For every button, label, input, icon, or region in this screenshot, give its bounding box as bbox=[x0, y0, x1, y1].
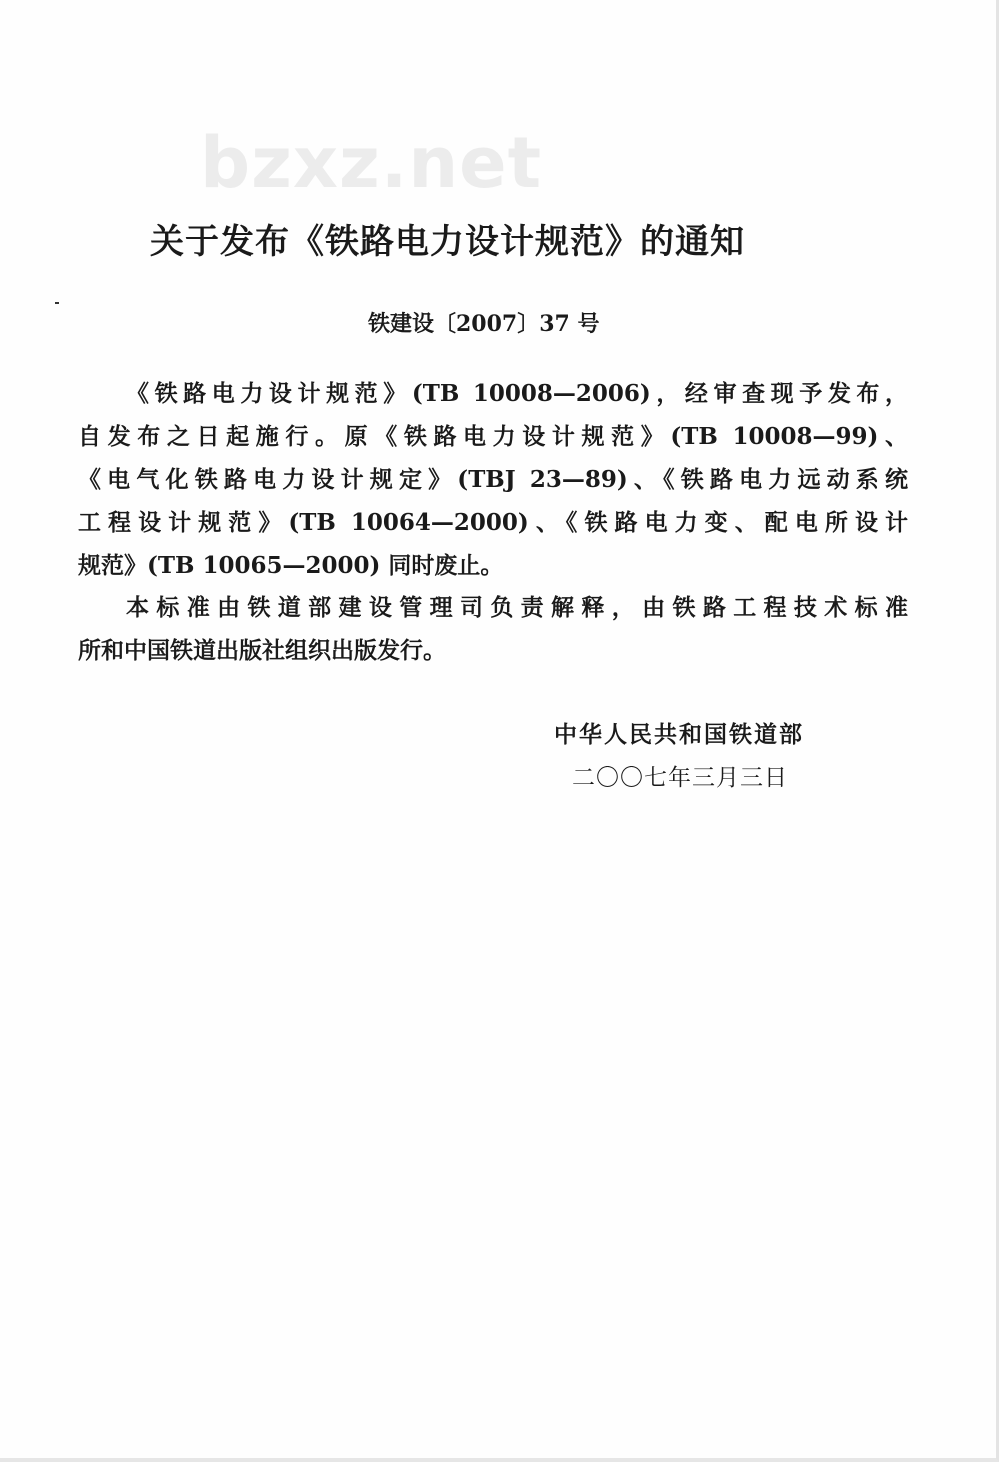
issuer-signature: 中华人民共和国铁道部 bbox=[554, 721, 804, 748]
paragraph-line: 工程设计规范》(TB 10064—2000)、《铁路电力变、配电所设计 bbox=[78, 509, 908, 536]
paragraph-line: 《铁路电力设计规范》(TB 10008—2006)，经审查现予发布， bbox=[126, 380, 908, 407]
document-title: 关于发布《铁路电力设计规范》的通知 bbox=[150, 222, 745, 262]
paragraph-interpretation bbox=[78, 586, 908, 672]
scan-speck bbox=[55, 302, 59, 304]
paragraph-line: 自发布之日起施行。原《铁路电力设计规范》(TB 10008—99)、 bbox=[78, 423, 908, 450]
document-number: 铁建设〔2007〕37 号 bbox=[368, 311, 600, 337]
watermark: bzxz.net bbox=[200, 122, 543, 204]
paragraph-line: 本标准由铁道部建设管理司负责解释，由铁路工程技术标准 bbox=[126, 594, 908, 621]
issue-date: 二〇〇七年三月三日 bbox=[572, 765, 788, 791]
paragraph-publication-notice bbox=[78, 372, 908, 587]
paragraph-line: 规范》(TB 10065—2000) 同时废止。 bbox=[78, 552, 504, 579]
paragraph-line: 《电气化铁路电力设计规定》(TBJ 23—89)、《铁路电力远动系统 bbox=[78, 466, 908, 493]
paragraph-line: 所和中国铁道出版社组织出版发行。 bbox=[78, 637, 446, 664]
